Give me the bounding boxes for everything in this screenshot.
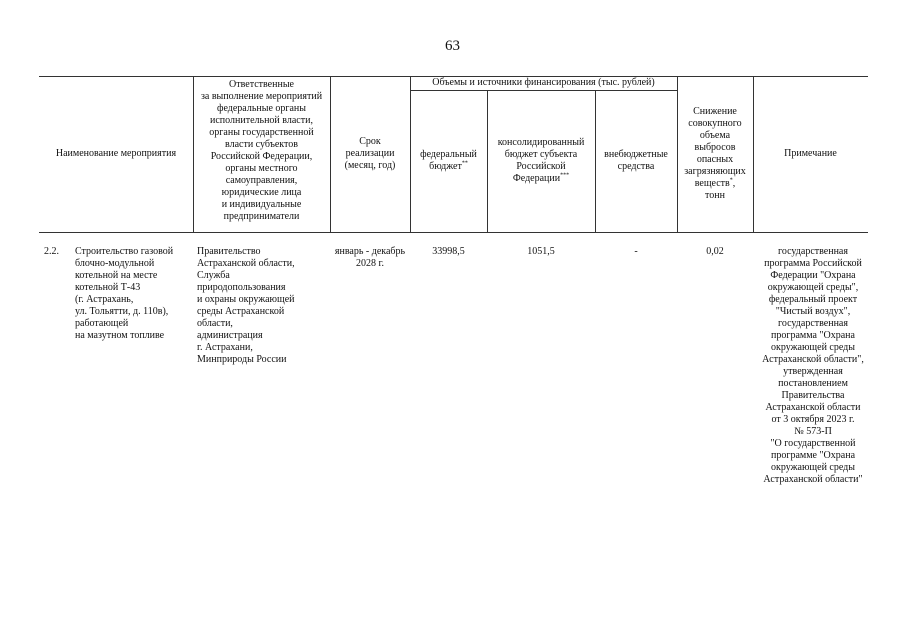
- header-financing: [410, 76, 677, 90]
- row-note-line: "Чистый воздух",: [775, 306, 851, 317]
- header-responsible-line: федеральные органы: [216, 103, 306, 114]
- header-note-text: Примечание: [784, 148, 837, 159]
- row-note-line: программа Российской: [764, 258, 862, 269]
- header-consolidated-line: бюджет субъекта: [504, 149, 578, 160]
- row-reduction: 0,02: [706, 246, 724, 257]
- header-reduction-line: объема: [699, 130, 731, 141]
- header-reduction-line: веществ: [694, 178, 730, 189]
- row-number: 2.2.: [44, 246, 59, 257]
- header-responsible-line: Ответственные: [229, 79, 294, 90]
- row-responsible: [197, 246, 327, 366]
- row-name-line: ул. Тольятти, д. 110в),: [75, 306, 169, 317]
- header-term-line: реализации: [345, 148, 395, 159]
- row-note-line: "О государственной: [770, 438, 856, 449]
- row-responsible-line: природопользования: [197, 282, 286, 293]
- row-name-line: (г. Астрахань,: [75, 294, 134, 305]
- header-note: [753, 76, 868, 232]
- row-responsible-line: Правительство: [197, 246, 261, 257]
- row-note-line: Федерации "Охрана: [770, 270, 856, 281]
- row-responsible-line: и охраны окружающей: [197, 294, 295, 305]
- row-note-line: программа "Охрана: [771, 330, 855, 341]
- row-note-line: Правительства: [781, 390, 845, 401]
- row-term-line: январь - декабрь: [334, 246, 406, 257]
- row-note-line: окружающей среды: [771, 462, 855, 473]
- row-name: [75, 246, 193, 342]
- row-name-line: котельной Т-43: [75, 282, 141, 293]
- row-note-line: программе "Охрана: [770, 450, 856, 461]
- header-responsible-line: исполнительной власти,: [210, 115, 313, 126]
- row-note-line: Астраханской области",: [762, 354, 864, 365]
- header-responsible-line: органы государственной: [209, 127, 314, 138]
- header-reduction-line: загрязняющих: [684, 166, 746, 177]
- header-consolidated-line: консолидированный: [497, 137, 585, 148]
- header-extrabudget-line: средства: [617, 161, 655, 172]
- footnote-mark: *: [729, 177, 733, 184]
- row-note-line: от 3 октября 2023 г.: [771, 414, 855, 425]
- header-responsible-line: за выполнение мероприятий: [200, 91, 323, 102]
- row-name-line: котельной на месте: [75, 270, 158, 281]
- header-term-line: Срок: [359, 136, 381, 147]
- header-name: [39, 76, 193, 232]
- row-note: [753, 246, 873, 486]
- row-note-line: утвержденная: [783, 366, 843, 377]
- header-federal: [410, 90, 487, 232]
- row-federal: 33998,5: [432, 246, 465, 257]
- row-term: [330, 246, 410, 270]
- header-consolidated-line: Федерации: [512, 173, 561, 184]
- header-reduction-line: выбросов: [694, 142, 736, 153]
- row-term-line: 2028 г.: [356, 258, 384, 269]
- row-responsible-line: среды Астраханской: [197, 306, 285, 317]
- row-note-line: государственная: [778, 246, 848, 257]
- header-reduction-line: совокупного: [688, 118, 742, 129]
- row-name-line: на мазутном топливе: [75, 330, 165, 341]
- header-responsible-line: Российской Федерации,: [210, 151, 313, 162]
- row-note-line: постановлением: [778, 378, 848, 389]
- row-name-line: Строительство газовой: [75, 246, 174, 257]
- header-responsible-line: предприниматели: [223, 211, 300, 222]
- row-responsible-line: Минприроды России: [197, 354, 287, 365]
- header-responsible: [193, 79, 330, 223]
- row-responsible-line: администрация: [197, 330, 263, 341]
- header-financing-text: Объемы и источники финансирования (тыс. рублей): [432, 77, 655, 88]
- row-note-line: окружающей среды",: [767, 282, 859, 293]
- header-federal-line: федеральный: [420, 149, 477, 160]
- row-responsible-line: г. Астрахани,: [197, 342, 253, 353]
- header-federal-line: бюджет: [429, 161, 462, 172]
- header-extrabudget: [595, 90, 677, 232]
- header-reduction-line: Снижение: [693, 106, 737, 117]
- header-responsible-line: органы местного: [225, 163, 298, 174]
- row-note-line: окружающей среды: [771, 342, 855, 353]
- header-extrabudget-line: внебюджетные: [604, 149, 668, 160]
- row-consolidated: 1051,5: [527, 246, 555, 257]
- page-number: 63: [445, 38, 460, 54]
- header-name-text: Наименование мероприятия: [55, 148, 177, 159]
- row-note-line: Астраханской области": [763, 474, 863, 485]
- row-note-line: государственная: [778, 318, 848, 329]
- header-term-line: (месяц, год): [344, 160, 396, 171]
- header-responsible-line: и индивидуальные: [221, 199, 302, 210]
- row-responsible-line: области,: [197, 318, 233, 329]
- row-name-line: блочно-модульной: [75, 258, 155, 269]
- row-note-line: № 573-П: [794, 426, 832, 437]
- row-note-line: федеральный проект: [768, 294, 858, 305]
- header-responsible-line: самоуправления,: [225, 175, 298, 186]
- table-header-bottom-border: [39, 232, 868, 233]
- footnote-mark: ***: [560, 172, 570, 179]
- row-responsible-line: Астраханской области,: [197, 258, 295, 269]
- row-responsible-line: Служба: [197, 270, 230, 281]
- header-term: [330, 76, 410, 232]
- header-consolidated: [487, 90, 595, 232]
- header-consolidated-line: Российской: [516, 161, 566, 172]
- header-responsible-line: юридические лица: [221, 187, 302, 198]
- header-reduction-line: тонн: [705, 190, 725, 201]
- row-extrabudget: -: [634, 246, 638, 257]
- footnote-mark: **: [461, 160, 468, 167]
- header-reduction-line: опасных: [696, 154, 734, 165]
- header-reduction: Снижение совокупного объема выбросов опасных загрязняющих веществ*, тонн: [684, 106, 746, 201]
- row-name-line: работающей: [75, 318, 129, 329]
- header-responsible-line: власти субъектов: [225, 139, 298, 150]
- row-note-line: Астраханской области: [765, 402, 861, 413]
